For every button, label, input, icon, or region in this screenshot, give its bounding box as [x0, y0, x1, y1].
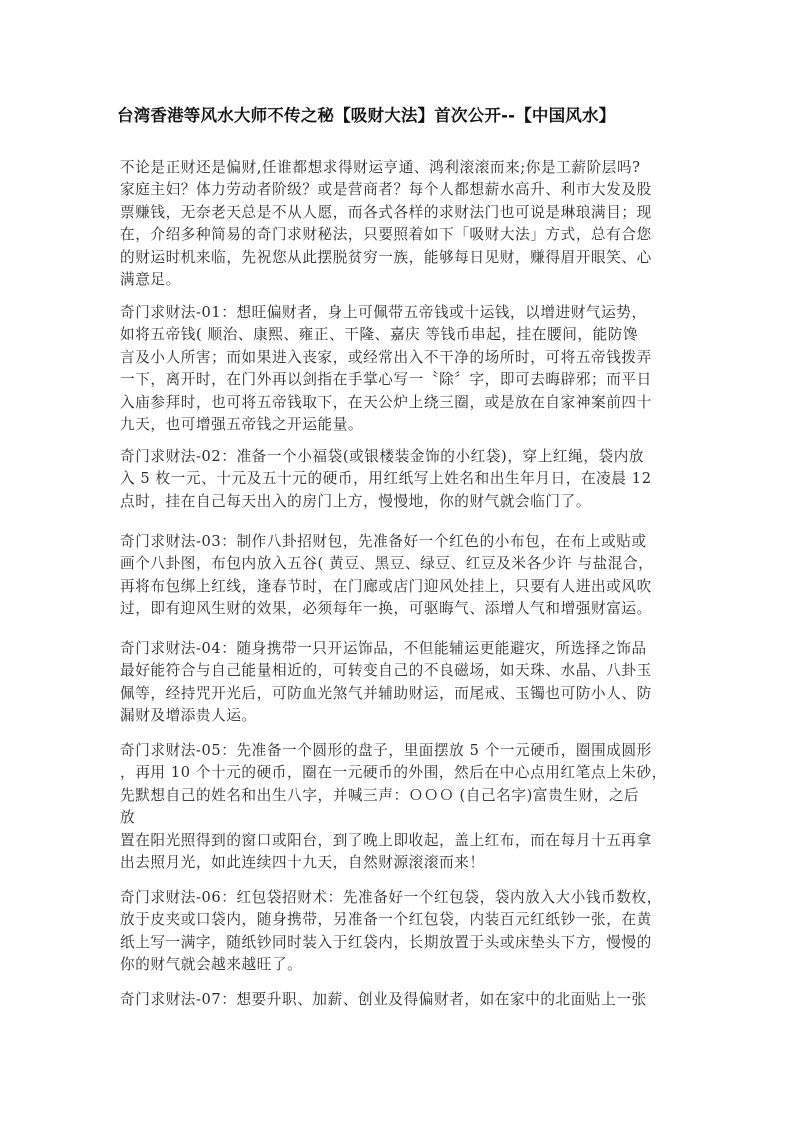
text-line: 过，即有迎风生财的效果，必须每年一换，可驱晦气、添增人气和增强财富运。	[120, 600, 652, 618]
text-line: 不论是正财还是偏财,任谁都想求得财运亨通、鸿利滚滚而来;你是工薪阶层吗?	[120, 159, 641, 176]
text-line: 奇门求财法-04：随身携带一只开运饰品，不但能辅运更能避灾，所选择之饰品	[120, 640, 647, 657]
text-line: 漏财及增添贵人运。	[120, 707, 257, 725]
text-line: 票赚钱，无奈老天总是不从人愿，而各式各样的求财法门也可说是琳琅满目；现	[120, 203, 652, 221]
paragraph-method-02	[120, 446, 686, 513]
text-line: 满意足。	[120, 270, 181, 288]
text-line: 佩等，经持咒开光后，可防血光煞气并辅助财运，而尾戒、玉镯也可防小人、防	[120, 684, 652, 702]
paragraph-method-07	[120, 989, 686, 1011]
paragraph-method-01	[120, 302, 686, 436]
document-title: 台湾香港等风水大师不传之秘【吸财大法】首次公开--【中国风水】	[117, 106, 616, 125]
text-line: 九天，也可增强五帝钱之开运能量。	[120, 415, 364, 433]
text-line: 家庭主妇？体力劳动者阶级？或是营商者？每个人都想薪水高升、利市大发及股	[120, 181, 652, 199]
paragraph-method-04	[120, 638, 686, 728]
text-line: 奇门求财法-07：想要升职、加薪、创业及得偏财者，如在家中的北面贴上一张	[120, 991, 647, 1008]
text-line: 先默想自己的姓名和出生八字，并喊三声：ＯＯＯ (自己名字)富贵生财，之后	[120, 786, 640, 804]
text-line: 在，介绍多种简易的奇门求财秘法，只要照着如下「吸财大法」方式，总有合您	[120, 226, 652, 244]
text-line: 放于皮夹或口袋内，随身携带，另准备一个红包袋，内装百元红纸钞一张，在黄	[120, 911, 652, 929]
text-line: 入 5 枚一元、十元及五十元的硬币，用红纸写上姓名和出生年月日，在凌晨 12	[120, 470, 652, 488]
text-line: 画个八卦图，布包内放入五谷( 黄豆、黑豆、绿豆、红豆及米各少许 与盐混合，	[120, 555, 654, 573]
text-line: 如将五帝钱( 顺治、康熙、雍正、干隆、嘉庆 等钱币串起，挂在腰间，能防馋	[120, 326, 639, 344]
text-line: 出去照月光，如此连续四十九天，自然财源滚滚而来！	[120, 853, 485, 871]
text-line: 奇门求财法-05：先准备一个圆形的盘子，里面摆放 5 个一元硬币，圈围成圆形	[120, 742, 652, 759]
text-line: 置在阳光照得到的窗口或阳台，到了晚上即收起，盖上红布，而在每月十五再拿	[120, 831, 652, 849]
text-line: 奇门求财法-01：想旺偏财者，身上可佩带五帝钱或十运钱，以增进财气运势，	[120, 304, 647, 321]
text-line: 入庙参拜时，也可将五帝钱取下，在天公炉上绕三圈，或是放在自家神案前四十	[120, 393, 652, 411]
text-line: 奇门求财法-06：红包袋招财术：先准备好一个红包袋，袋内放入大小钱币数枚，	[120, 889, 662, 906]
text-line: 奇门求财法-03：制作八卦招财包，先准备好一个红色的小布包，在布上或贴或	[120, 533, 647, 550]
text-line: 点时，挂在自己每天出入的房门上方，慢慢地，你的财气就会临门了。	[120, 492, 592, 510]
text-line: 再将布包绑上红线，逢春节时，在门廊或店门迎风处挂上，只要有人进出或风吹	[120, 577, 652, 595]
paragraph-method-05	[120, 740, 686, 874]
paragraph-method-06	[120, 887, 686, 977]
text-line: ，再用 10 个十元的硬币，圈在一元硬币的外围，然后在中心点用红笔点上朱砂，	[120, 764, 667, 782]
paragraph-intro	[120, 157, 686, 291]
text-line: 言及小人所害；而如果进入丧家，或经常出入不干净的场所时，可将五帝钱拨弄	[120, 348, 652, 366]
text-line: 最好能符合与自己能量相近的，可转变自己的不良磁场，如天珠、水晶、八卦玉	[120, 662, 652, 680]
text-line: 一下，离开时，在门外再以剑指在手掌心写一〝除〞字，即可去晦辟邪；而平日	[120, 371, 652, 389]
text-line: 放	[120, 809, 136, 827]
text-line: 纸上写一满字，随纸钞同时装入于红袋内，长期放置于头或床垫头下方，慢慢的	[120, 933, 652, 951]
text-line: 的财运时机来临，先祝您从此摆脱贫穷一族，能够每日见财，赚得眉开眼笑、心	[120, 248, 652, 266]
text-line: 奇门求财法-02：准备一个小福袋(或银楼装金饰的小红袋)，穿上红绳，袋内放	[120, 448, 645, 465]
text-line: 你的财气就会越来越旺了。	[120, 956, 303, 974]
paragraph-method-03	[120, 531, 686, 621]
